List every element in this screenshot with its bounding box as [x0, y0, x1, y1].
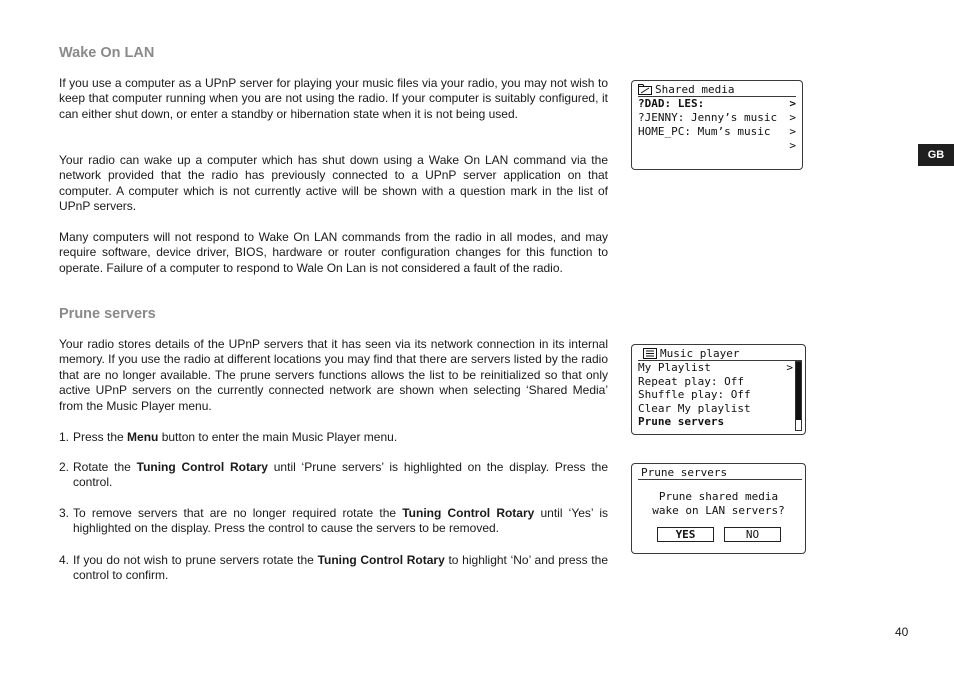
heading-prune-servers: Prune servers [59, 306, 156, 322]
wake-on-lan-paragraph-2: Your radio can wake up a computer which has shut down using a Wake On LAN command via the network provided that the radio has previously connected to a UPnP server application on that computer. A computer which is not currently active will be shown with a question mark in the list of UPnP servers. [59, 153, 608, 214]
step-number: 3. [59, 506, 70, 520]
menu-item-label: Shuffle play: Off [638, 388, 751, 401]
server-label: ?DAD: LES: [638, 97, 705, 110]
menu-item-label: Prune servers [638, 415, 725, 428]
server-label: ?JENNY: Jenny’s music [638, 111, 778, 124]
menu-item-label: Repeat play: Off [638, 374, 744, 388]
yes-button[interactable]: YES [657, 527, 714, 542]
step-3 [59, 506, 608, 537]
step-text: to highlight ‘No’ and press the control to confirm. [73, 553, 608, 583]
menu-item[interactable] [638, 375, 793, 389]
menu-item[interactable] [638, 361, 793, 375]
page-number: 40 [895, 625, 909, 639]
display-title: Music player [660, 347, 740, 360]
server-label: HOME_PC: Mum’s music [638, 125, 771, 138]
display-title-bar [638, 347, 802, 361]
display-shared-media [631, 80, 803, 170]
step-number: 4. [59, 553, 70, 567]
step-text: until ‘Prune servers’ is highlighted on the display. Press the control. [73, 460, 608, 490]
server-list-item[interactable] [638, 125, 796, 139]
step-bold-text: Tuning Control Rotary [317, 553, 445, 567]
wake-on-lan-paragraph-1: If you use a computer as a UPnP server for playing your music files via your radio, you may not wish to keep that computer running when you are not using the radio. If your computer is suitably configured, it can either shut down, or enter a standby or hibernation state when it is not being used. [59, 76, 608, 121]
display-title: Shared media [655, 83, 735, 96]
step-4 [59, 553, 608, 584]
display-title-bar [638, 466, 802, 480]
chevron-right-icon: > [789, 111, 796, 124]
server-list-item[interactable] [638, 97, 796, 111]
menu-item[interactable] [638, 402, 793, 416]
display-title: Prune servers [641, 466, 728, 479]
heading-wake-on-lan: Wake On LAN [59, 45, 155, 61]
step-1 [59, 430, 608, 445]
language-tab: GB [918, 144, 954, 166]
step-text: Press the [73, 430, 128, 444]
display-music-player [631, 344, 806, 435]
step-text: To remove servers that are no longer required rotate the [73, 506, 403, 520]
step-text: Rotate the [73, 460, 137, 474]
dialog-message-line-2: wake on LAN servers? [652, 504, 785, 517]
step-text: If you do not wish to prune servers rotate the [73, 553, 318, 567]
chevron-right-icon: > [789, 97, 796, 110]
display-prune-dialog [631, 463, 806, 554]
scrollbar[interactable] [795, 361, 802, 431]
chevron-right-icon: > [789, 139, 796, 152]
server-list-item[interactable] [638, 111, 796, 125]
step-bold-text: Tuning Control Rotary [136, 460, 268, 474]
scrollbar-fill [796, 362, 801, 420]
prune-servers-intro: Your radio stores details of the UPnP servers that it has seen via its network connection in its internal memory. If you use the radio at different locations you may find that there are servers listed by the radio that are no longer available. The prune servers functions allows the list to be reinitialized so that only active UPnP servers on the currently connected network are shown when selecting ‘Shared Media’ from the Music Player menu. [59, 337, 608, 413]
step-text: until ‘Yes’ is highlighted on the display. Press the control to cause the servers to be removed. [73, 506, 608, 536]
step-2 [59, 460, 608, 491]
server-list-item[interactable] [638, 139, 796, 153]
menu-item-label: Clear My playlist [638, 401, 751, 415]
menu-item-label: My Playlist [638, 361, 711, 374]
step-text: button to enter the main Music Player menu. [158, 430, 398, 444]
menu-item[interactable] [638, 415, 793, 429]
folder-icon [638, 84, 652, 98]
chevron-right-icon: > [789, 125, 796, 138]
step-bold-text: Menu [127, 430, 159, 444]
chevron-right-icon: > [786, 361, 793, 374]
dialog-message-line-1: Prune shared media [658, 490, 779, 503]
step-bold-text: Tuning Control Rotary [402, 506, 535, 520]
step-number: 2. [59, 460, 70, 474]
display-title-bar [638, 83, 796, 97]
wake-on-lan-paragraph-3: Many computers will not respond to Wake On LAN commands from the radio in all modes, and may require software, device driver, BIOS, hardware or router configuration changes for this function to operate. Failure of a computer to respond to Wale On Lan is not considered a fault of the radio. [59, 230, 608, 275]
menu-list-icon [643, 348, 657, 362]
no-button[interactable]: NO [724, 527, 781, 542]
menu-item[interactable] [638, 388, 793, 402]
step-number: 1. [59, 430, 70, 444]
